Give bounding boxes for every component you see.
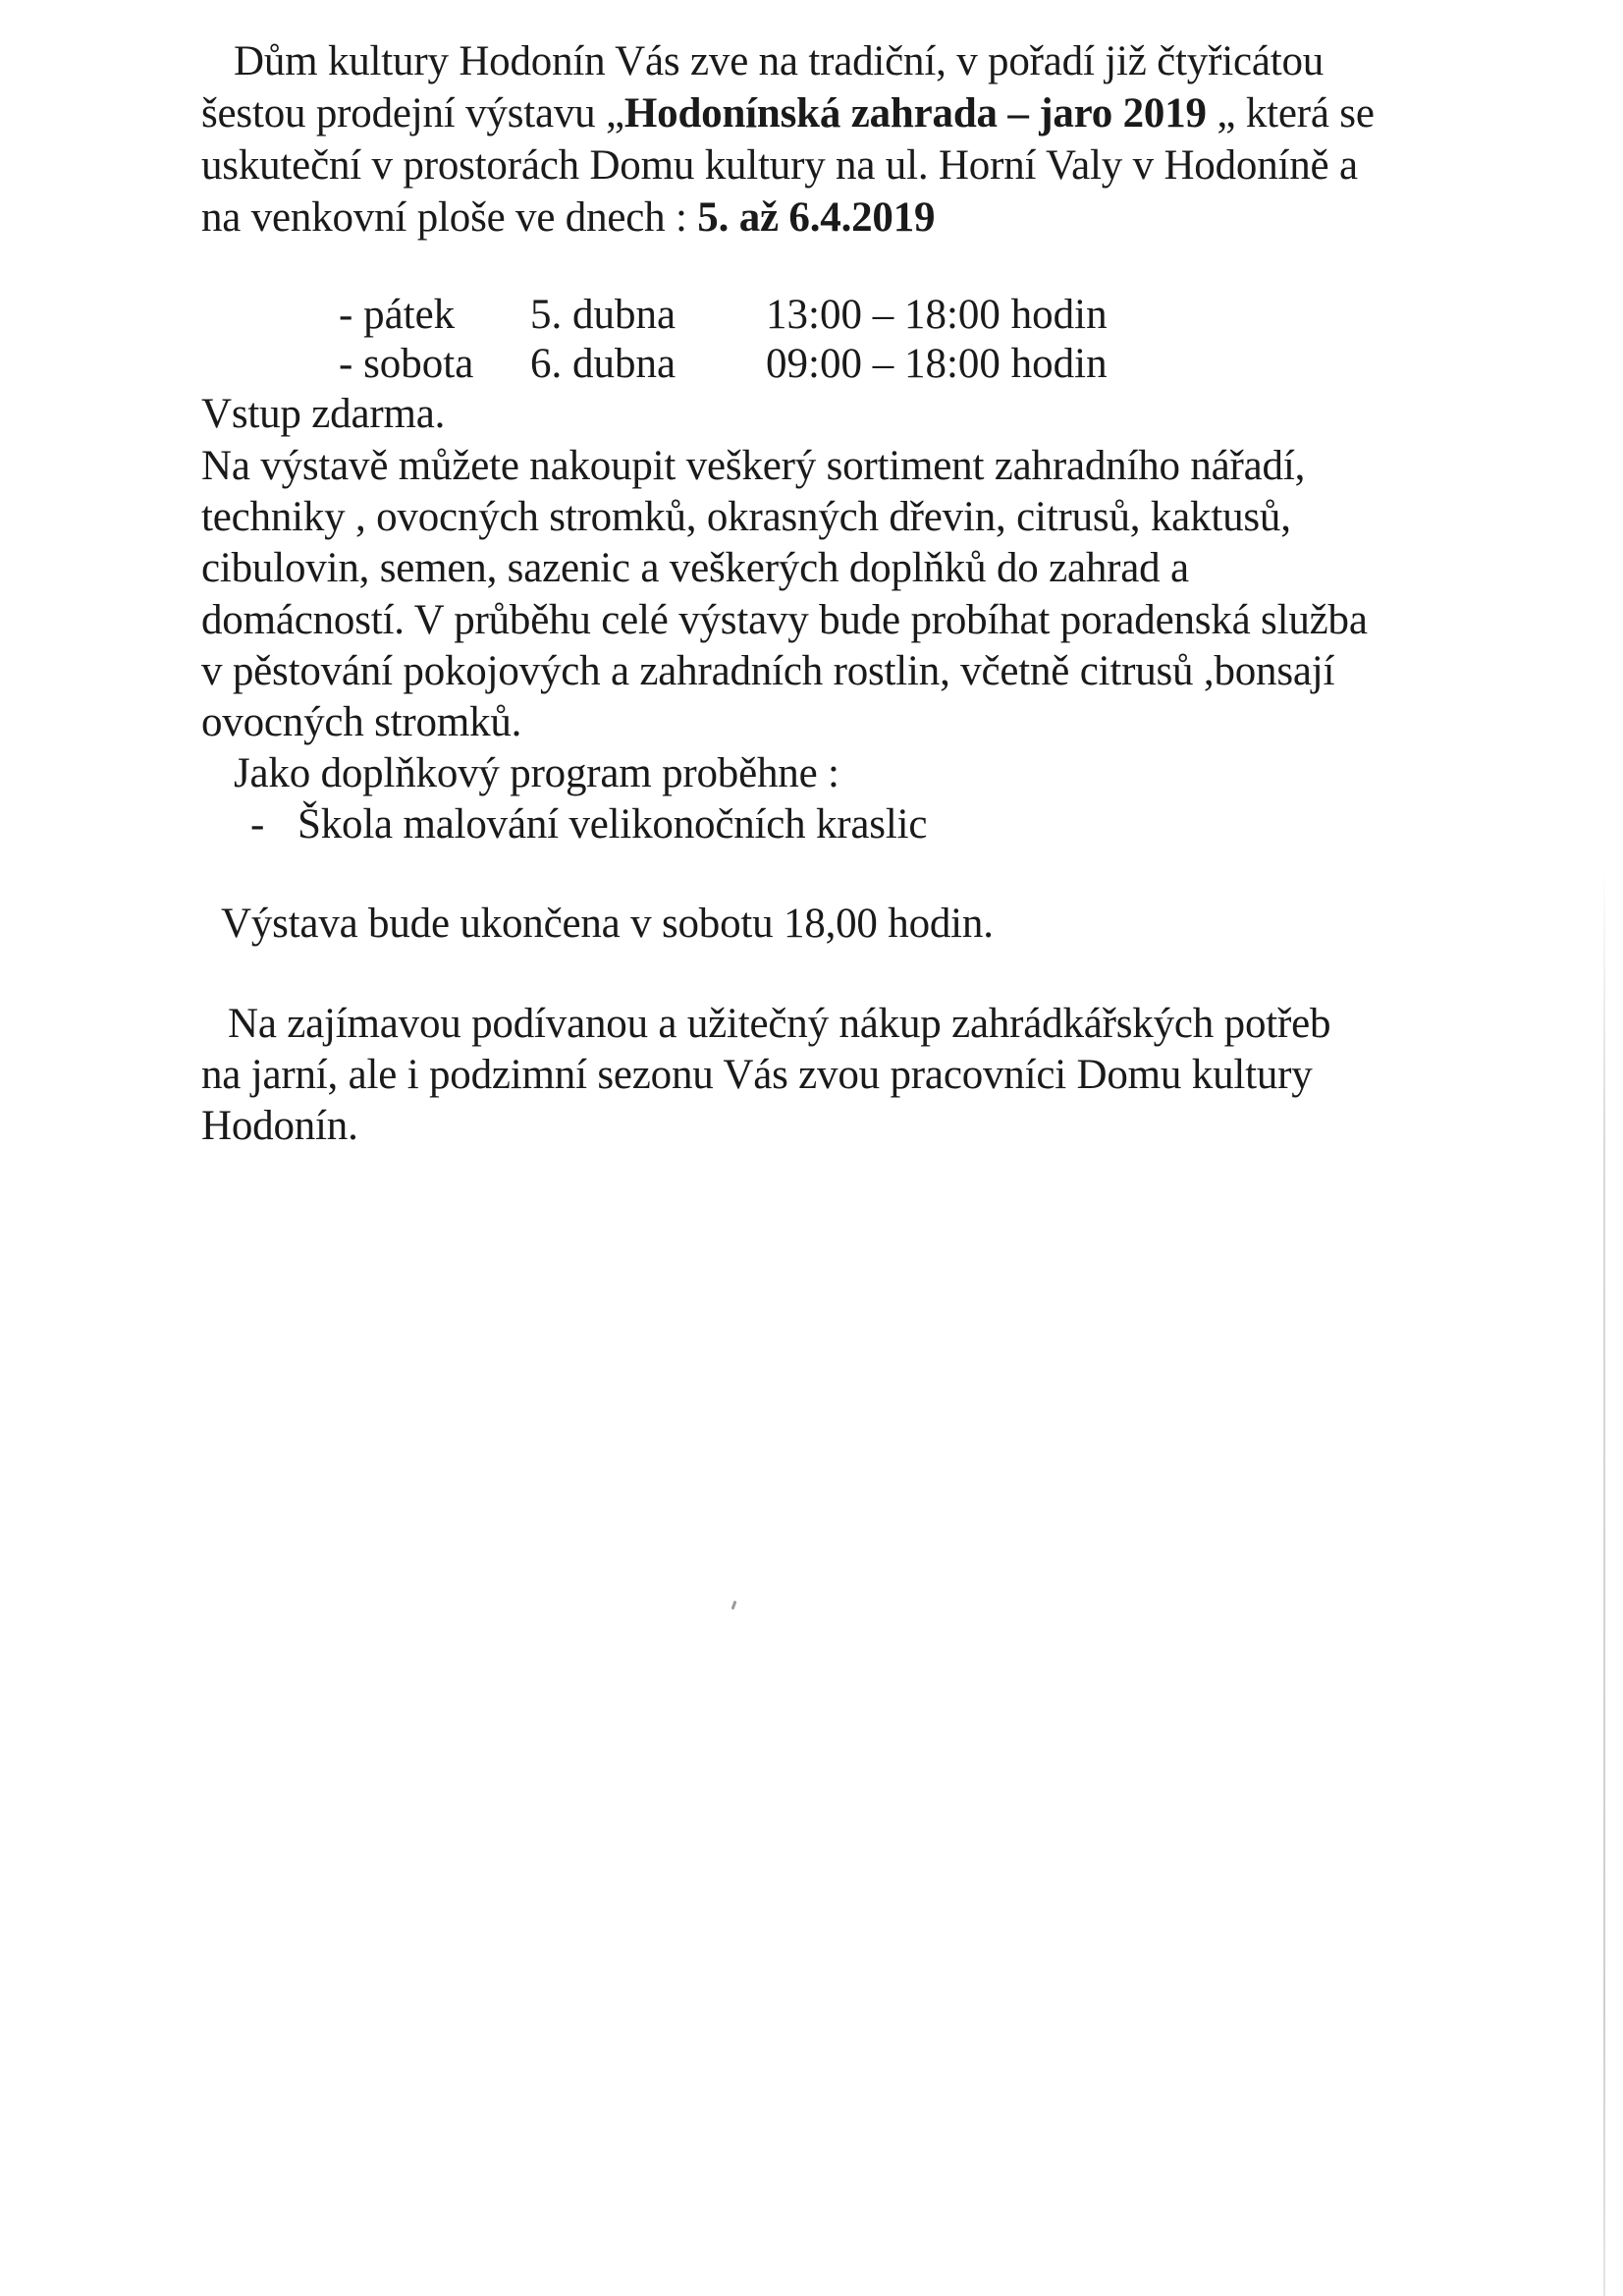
intro-line-2 (201, 89, 1375, 138)
program-heading (234, 749, 839, 798)
invite-line-1 (228, 1000, 1330, 1049)
entry-note (201, 390, 445, 439)
invite-text-2: na jarní, ale i podzimní sezonu Vás zvou pracovníci Domu kultury (201, 1052, 1313, 1098)
intro-line-3 (201, 141, 1358, 191)
program-heading-text: Jako doplňkový program proběhne : (234, 750, 839, 796)
offer-line-6 (201, 698, 521, 747)
schedule-day: - sobota (339, 341, 474, 387)
schedule-time: 09:00 – 18:00 hodin (766, 341, 1108, 387)
scan-edge-line (1603, 864, 1605, 2296)
offer-line-1 (201, 442, 1305, 491)
closing-note (221, 900, 994, 949)
program-item-text: Škola malování velikonočních kraslic (298, 801, 928, 847)
offer-text-5: v pěstování pokojových a zahradních rostlin, včetně citrusů ,bonsají (201, 648, 1335, 694)
offer-text-2: techniky , ovocných stromků, okrasných dřevin, citrusů, kaktusů, (201, 494, 1291, 540)
schedule-time: 13:00 – 18:00 hodin (766, 292, 1108, 338)
offer-text-4: domácností. V průběhu celé výstavy bude probíhat poradenská služba (201, 597, 1368, 643)
intro-line-4 (201, 193, 935, 243)
intro-line-1 (234, 37, 1324, 86)
closing-text: Výstava bude ukončena v sobotu 18,00 hodin. (221, 901, 994, 947)
intro-text-2a: šestou prodejní výstavu „ (201, 90, 624, 137)
program-item (298, 800, 927, 849)
intro-text-2b: „ která se (1206, 90, 1375, 137)
program-bullet (250, 800, 264, 849)
exhibition-dates: 5. až 6.4.2019 (697, 194, 936, 241)
offer-line-5 (201, 647, 1334, 696)
offer-line-4 (201, 596, 1368, 645)
schedule-date: 6. dubna (530, 341, 676, 387)
schedule-date: 5. dubna (530, 292, 676, 338)
invite-text-1: Na zajímavou podívanou a užitečný nákup zahrádkářských potřeb (228, 1001, 1331, 1047)
offer-line-2 (201, 493, 1291, 542)
invite-text-3: Hodonín. (201, 1103, 358, 1149)
bullet-dash: - (250, 801, 265, 847)
offer-text-3: cibulovin, semen, sazenic a veškerých doplňků do zahrad a (201, 545, 1189, 591)
intro-text-3: uskuteční v prostorách Domu kultury na ul. Horní Valy v Hodoníně a (201, 142, 1358, 189)
invite-line-3 (201, 1102, 358, 1151)
offer-text-1: Na výstavě můžete nakoupit veškerý sortiment zahradního nářadí, (201, 443, 1306, 489)
intro-text-4: na venkovní ploše ve dnech : (201, 194, 698, 241)
invite-line-2 (201, 1051, 1313, 1100)
schedule-day: - pátek (339, 292, 456, 338)
offer-line-3 (201, 544, 1189, 593)
offer-text-6: ovocných stromků. (201, 699, 522, 745)
entry-text: Vstup zdarma. (201, 391, 446, 437)
intro-text-1: Dům kultury Hodonín Vás zve na tradiční, v pořadí již čtyřicátou (234, 38, 1325, 84)
exhibition-title: Hodonínská zahrada – jaro 2019 (623, 90, 1207, 137)
scan-speck (731, 1601, 737, 1610)
